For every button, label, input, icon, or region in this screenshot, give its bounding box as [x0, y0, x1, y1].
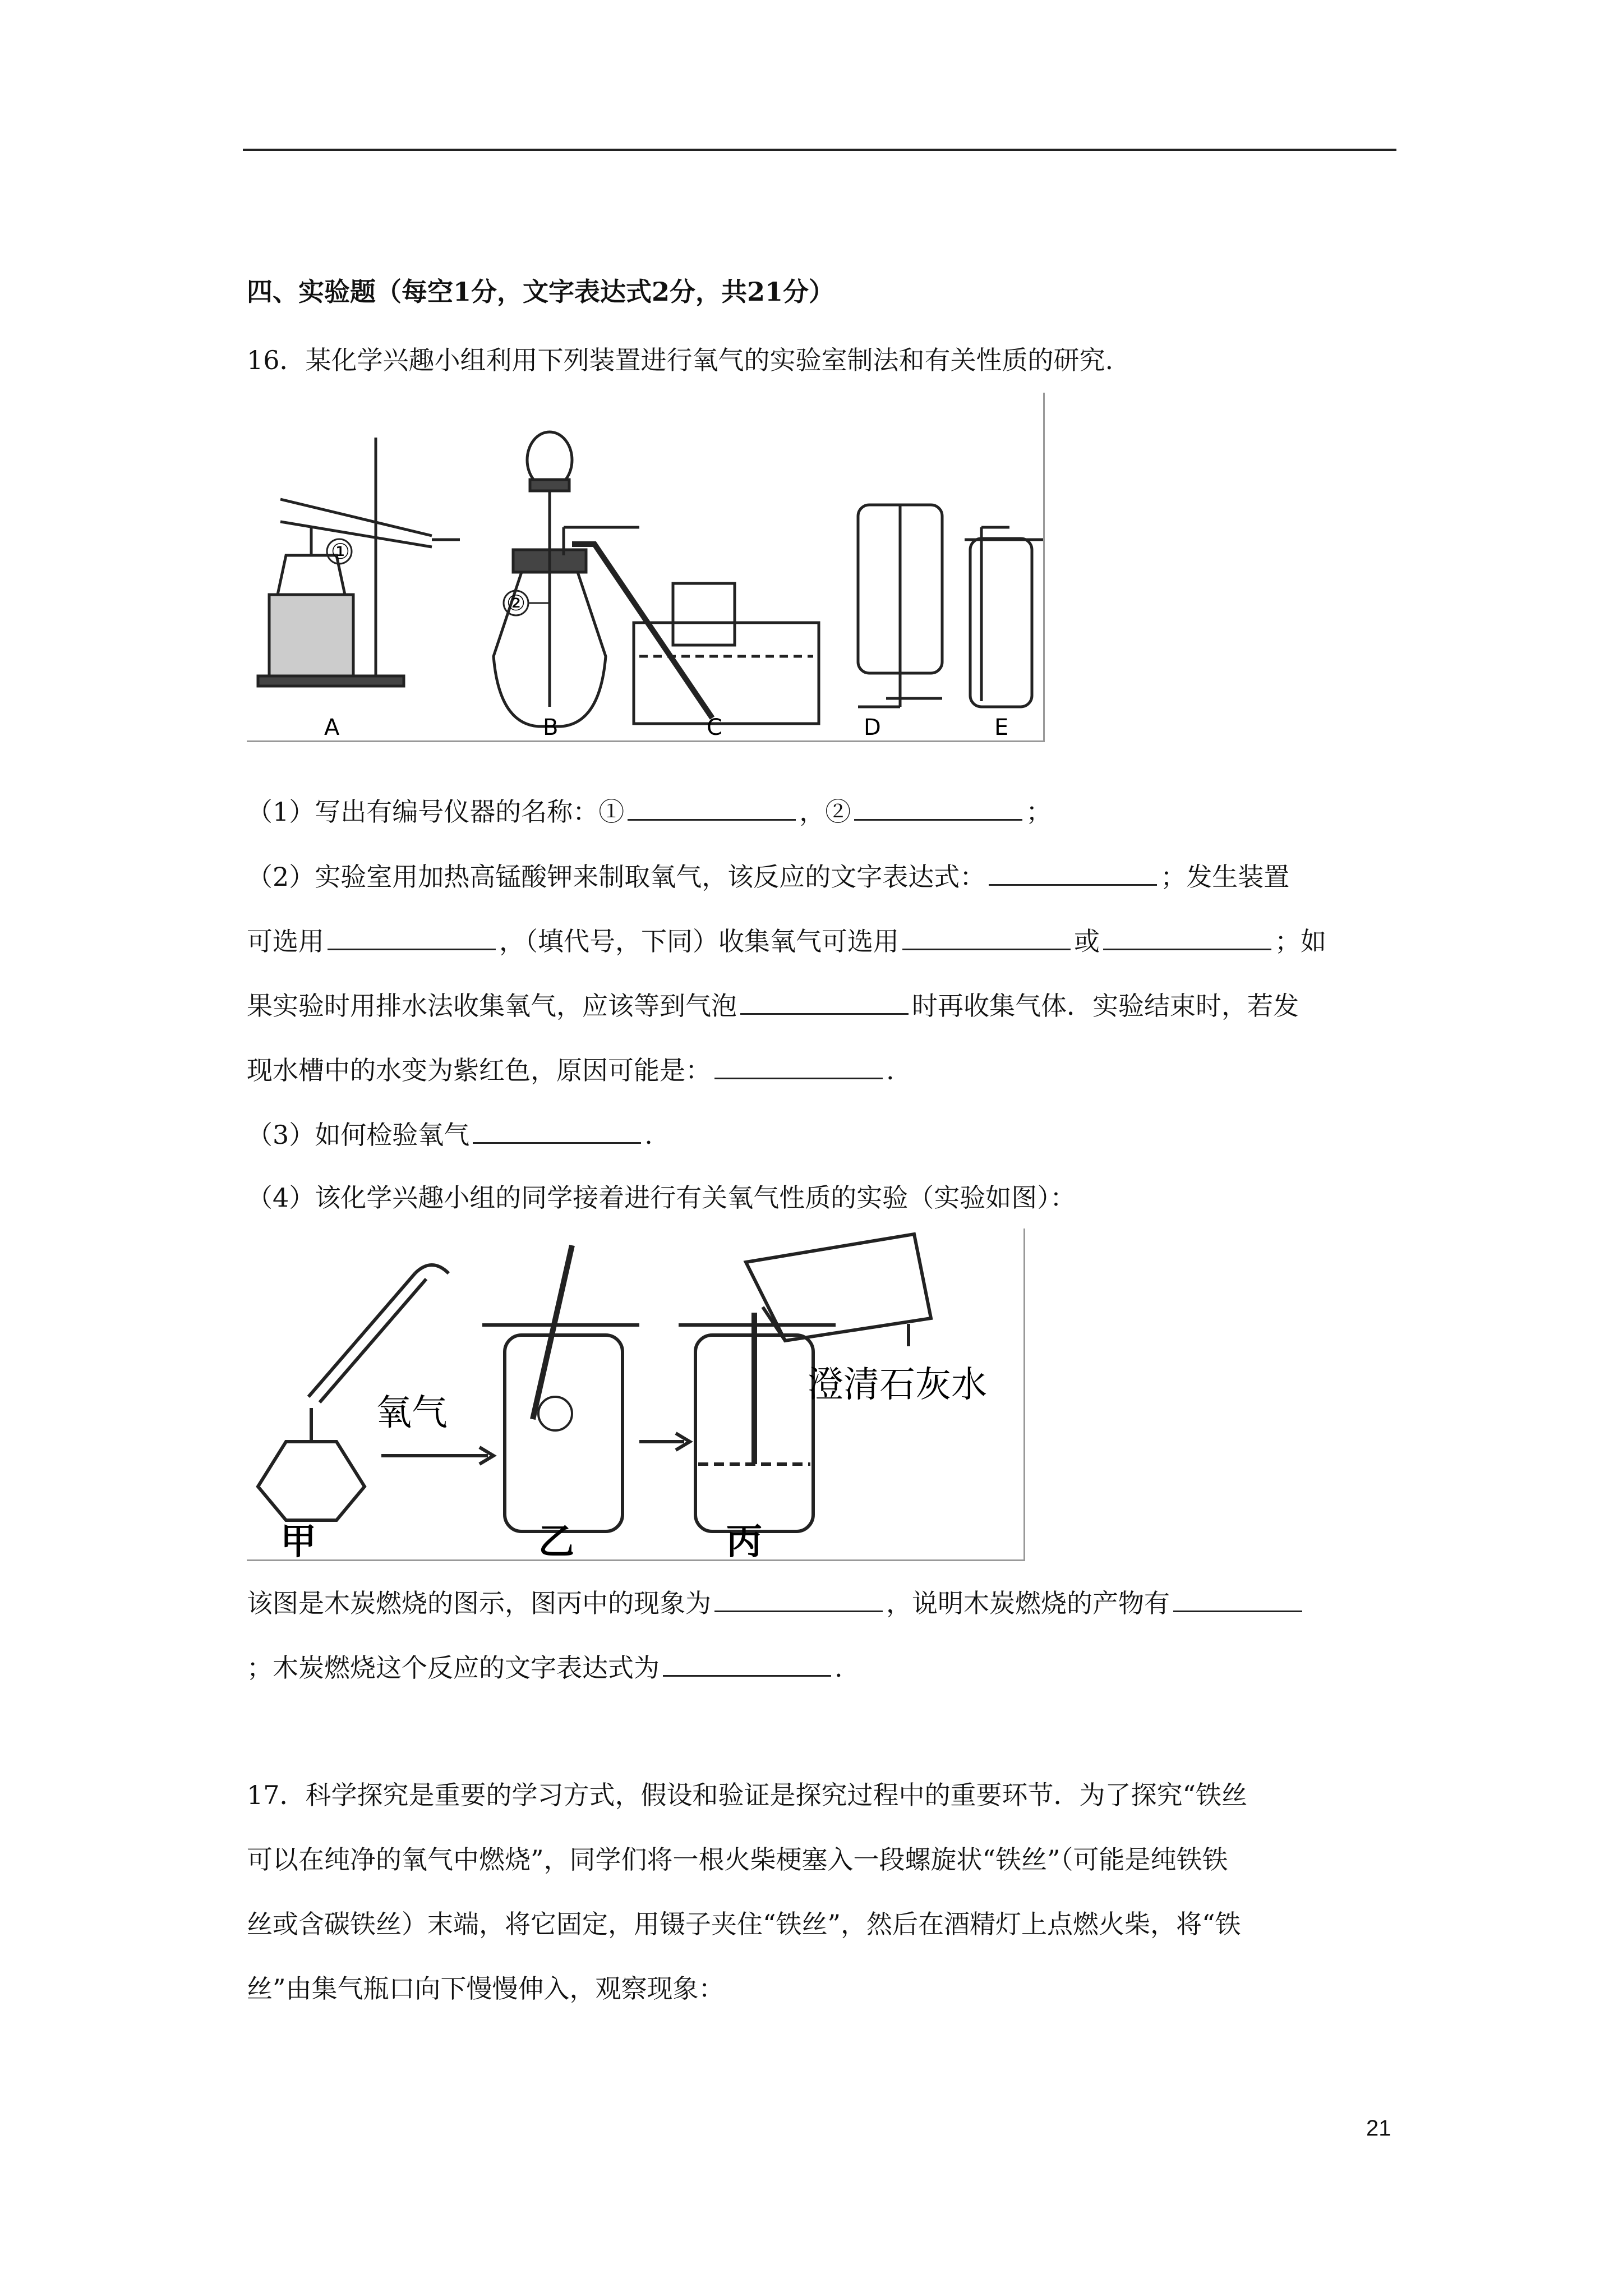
combustion-figure [247, 1228, 1025, 1561]
marker-1: ① [331, 539, 351, 564]
label-e: E [994, 715, 1009, 740]
answer-blank[interactable] [1103, 923, 1271, 950]
q16-part2-line4: 现水槽中的水变为紫红色，原因可能是： . [247, 1052, 895, 1087]
answer-blank[interactable] [714, 1052, 883, 1079]
answer-blank[interactable] [663, 1649, 831, 1677]
answer-blank[interactable] [473, 1116, 641, 1144]
label-a: A [324, 715, 340, 740]
answer-blank[interactable] [902, 923, 1071, 950]
q17-line4: 丝”由集气瓶口向下慢慢伸入，观察现象： [247, 1973, 725, 2004]
answer-blank[interactable] [1173, 1585, 1302, 1612]
apparatus-figure [247, 393, 1045, 742]
q16-stem: 16．某化学兴趣小组利用下列装置进行氧气的实验室制法和有关性质的研究. [247, 345, 1114, 375]
q16-part1: （1）写出有编号仪器的名称：① ，② ； [247, 793, 1052, 829]
label-d: D [864, 715, 881, 740]
q16-part4: （4）该化学兴趣小组的同学接着进行有关氧气性质的实验（实验如图）： [247, 1182, 1076, 1213]
limewater-label: 澄清石灰水 [808, 1364, 987, 1406]
answer-blank[interactable] [740, 987, 909, 1015]
combustion-drawing [247, 1228, 1023, 1559]
q17-line2: 可以在纯净的氧气中燃烧”，同学们将一根火柴梗塞入一段螺旋状“铁丝”（可能是纯铁铁 [247, 1844, 1228, 1875]
answer-blank[interactable] [989, 858, 1157, 886]
answer-blank[interactable] [328, 923, 496, 950]
answer-blank[interactable] [854, 793, 1022, 821]
apparatus-drawing [247, 393, 1043, 740]
answer-blank[interactable] [628, 793, 796, 821]
marker-2: ② [506, 591, 526, 615]
label-c: C [707, 715, 722, 740]
q17-line1: 17．科学探究是重要的学习方式，假设和验证是探究过程中的重要环节．为了探究“铁丝 [247, 1780, 1248, 1810]
label-bing: 丙 [726, 1521, 762, 1559]
q16-part3: （3）如何检验氧气 . [247, 1116, 653, 1152]
q16-part2-line2: 可选用 ，（填代号，下同）收集氧气可选用 或 ；如 [247, 923, 1326, 958]
label-yi: 乙 [538, 1521, 574, 1559]
answer-blank[interactable] [714, 1585, 883, 1612]
label-b: B [543, 715, 559, 740]
page-number: 21 [1366, 2116, 1391, 2141]
oxygen-label: 氧气 [376, 1392, 448, 1434]
section-title: 四、实验题（每空1分，文字表达式2分，共21分） [247, 277, 835, 307]
q16-part5-line1: 该图是木炭燃烧的图示，图丙中的现象为 ，说明木炭燃烧的产物有 [247, 1585, 1306, 1620]
label-jia: 甲 [280, 1521, 316, 1559]
q16-part5-line2: ；木炭燃烧这个反应的文字表达式为 . [247, 1649, 843, 1685]
header-rule [243, 149, 1396, 151]
q17-line3: 丝或含碳铁丝）末端，将它固定，用镊子夹住“铁丝”，然后在酒精灯上点燃火柴，将“铁 [247, 1909, 1241, 1939]
q16-part2-line1: （2）实验室用加热高锰酸钾来制取氧气，该反应的文字表达式： ；发生装置 [247, 858, 1289, 894]
q16-part2-line3: 果实验时用排水法收集氧气，应该等到气泡 时再收集气体．实验结束时，若发 [247, 987, 1299, 1023]
